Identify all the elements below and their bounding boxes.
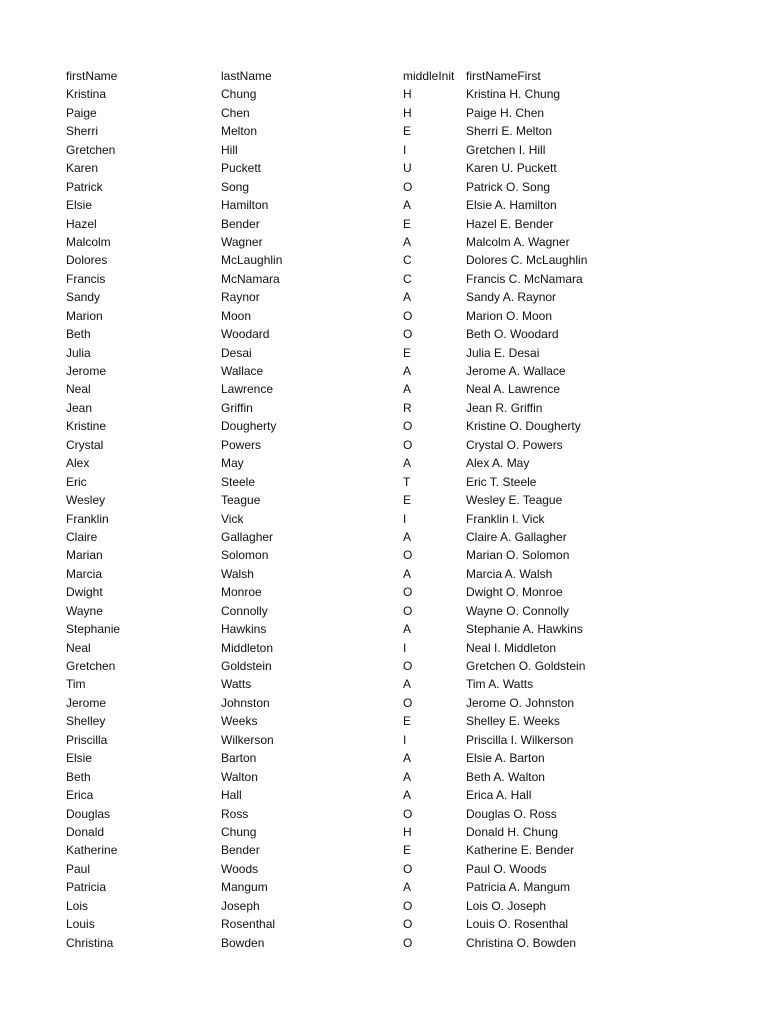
cell-firstnamefirst: Francis C. McNamara	[466, 271, 583, 286]
cell-lastname: Song	[221, 179, 250, 194]
cell-middleinit: O	[403, 935, 413, 950]
cell-middleinit: O	[403, 861, 413, 876]
cell-middleinit: E	[403, 843, 412, 858]
table-row	[0, 344, 768, 362]
cell-firstnamefirst: Marion O. Moon	[466, 308, 553, 323]
cell-firstname: Paige	[66, 105, 97, 120]
table-row	[0, 399, 768, 417]
table-row	[0, 805, 768, 823]
cell-firstnamefirst: Patrick O. Song	[466, 179, 551, 194]
table-row	[0, 473, 768, 491]
cell-firstname: Sherri	[66, 124, 99, 139]
cell-lastname: Walton	[221, 769, 258, 784]
cell-middleinit: O	[403, 308, 413, 323]
cell-middleinit: H	[403, 105, 412, 120]
table-row	[0, 454, 768, 472]
table-row	[0, 749, 768, 767]
table-row	[0, 786, 768, 804]
cell-firstname: Katherine	[66, 843, 118, 858]
cell-middleinit: O	[403, 898, 413, 913]
cell-lastname: Chung	[221, 824, 257, 839]
cell-lastname: Wilkerson	[221, 732, 274, 747]
cell-lastname: Johnston	[221, 695, 270, 710]
cell-middleinit: H	[403, 87, 412, 102]
cell-lastname: Wallace	[221, 364, 264, 378]
table-row	[0, 639, 768, 657]
cell-firstname: Elsie	[66, 198, 93, 213]
cell-lastname: Melton	[221, 124, 258, 139]
cell-firstname: Malcolm	[66, 234, 111, 249]
cell-firstnamefirst: Erica A. Hall	[466, 788, 532, 803]
cell-middleinit: O	[403, 917, 413, 932]
cell-firstname: Eric	[66, 474, 87, 489]
cell-firstnamefirst: Priscilla I. Wilkerson	[466, 732, 574, 747]
cell-lastname: Bender	[221, 843, 260, 858]
cell-lastname: Connolly	[221, 603, 268, 618]
cell-lastname: Hawkins	[221, 622, 267, 637]
cell-middleinit: A	[403, 234, 412, 249]
table-row	[0, 712, 768, 730]
cell-middleinit: A	[403, 788, 412, 803]
table-row	[0, 860, 768, 878]
cell-middleinit: I	[403, 732, 407, 747]
cell-firstname: Marion	[66, 308, 103, 323]
cell-lastname: Chung	[221, 87, 257, 102]
cell-lastname: Solomon	[221, 548, 269, 563]
table-row	[0, 104, 768, 122]
cell-firstnamefirst: Neal I. Middleton	[466, 640, 557, 655]
cell-firstnamefirst: Eric T. Steele	[466, 474, 537, 489]
cell-firstnamefirst: Elsie A. Hamilton	[466, 198, 557, 213]
cell-lastname: Ross	[221, 806, 249, 821]
table-row	[0, 915, 768, 933]
cell-firstname: Marcia	[66, 566, 103, 581]
cell-firstname: Marian	[66, 548, 103, 563]
cell-firstnamefirst: Sherri E. Melton	[466, 124, 553, 139]
cell-firstname: Kristine	[66, 419, 107, 434]
cell-firstnamefirst: Kristina H. Chung	[466, 87, 561, 102]
cell-firstname: Douglas	[66, 806, 111, 821]
cell-firstname: Paul	[66, 861, 91, 876]
header-middleinit: middleInit	[403, 69, 455, 83]
table-row	[0, 251, 768, 269]
cell-firstnamefirst: Lois O. Joseph	[466, 898, 547, 913]
cell-middleinit: A	[403, 880, 412, 895]
cell-lastname: Hall	[221, 788, 242, 803]
cell-firstnamefirst: Dwight O. Monroe	[466, 585, 563, 600]
cell-middleinit: U	[403, 161, 412, 176]
cell-firstnamefirst: Alex A. May	[466, 456, 530, 471]
table-row	[0, 307, 768, 325]
cell-middleinit: I	[403, 511, 407, 526]
cell-lastname: Puckett	[221, 161, 262, 176]
table-body	[0, 85, 768, 952]
cell-firstnamefirst: Shelley E. Weeks	[466, 714, 560, 729]
cell-firstname: Alex	[66, 456, 90, 471]
table-row	[0, 768, 768, 786]
cell-middleinit: A	[403, 529, 412, 544]
cell-firstnamefirst: Marian O. Solomon	[466, 548, 570, 563]
cell-lastname: May	[221, 456, 244, 471]
cell-firstnamefirst: Beth A. Walton	[466, 769, 545, 784]
cell-lastname: Powers	[221, 437, 262, 452]
cell-firstnamefirst: Wayne O. Connolly	[466, 603, 569, 618]
cell-firstnamefirst: Neal A. Lawrence	[466, 382, 561, 397]
cell-middleinit: A	[403, 677, 412, 692]
cell-firstname: Jerome	[66, 364, 107, 378]
cell-lastname: Raynor	[221, 290, 260, 305]
table-row	[0, 528, 768, 546]
cell-middleinit: O	[403, 695, 413, 710]
table-row	[0, 215, 768, 233]
cell-middleinit: O	[403, 437, 413, 452]
cell-firstnamefirst: Douglas O. Ross	[466, 806, 557, 821]
cell-middleinit: C	[403, 271, 412, 286]
cell-firstname: Beth	[66, 327, 91, 342]
cell-firstnamefirst: Paige H. Chen	[466, 105, 545, 120]
cell-lastname: Teague	[221, 493, 261, 508]
cell-firstname: Lois	[66, 898, 89, 913]
table-row	[0, 362, 768, 380]
table-row	[0, 491, 768, 509]
cell-lastname: Vick	[221, 511, 244, 526]
cell-firstname: Patricia	[66, 880, 107, 895]
cell-firstname: Christina	[66, 935, 114, 950]
table-row	[0, 196, 768, 214]
cell-firstname: Jerome	[66, 695, 107, 710]
table-row	[0, 325, 768, 343]
cell-firstname: Julia	[66, 345, 91, 360]
table-row	[0, 878, 768, 896]
cell-lastname: Middleton	[221, 640, 274, 655]
cell-lastname: Weeks	[221, 714, 258, 729]
table-row	[0, 934, 768, 952]
cell-firstname: Francis	[66, 271, 106, 286]
cell-firstname: Dwight	[66, 585, 103, 600]
cell-firstnamefirst: Wesley E. Teague	[466, 493, 563, 508]
cell-firstnamefirst: Karen U. Puckett	[466, 161, 557, 176]
cell-middleinit: O	[403, 603, 413, 618]
cell-middleinit: A	[403, 382, 412, 397]
cell-middleinit: E	[403, 714, 412, 729]
cell-middleinit: A	[403, 364, 412, 378]
cell-firstname: Beth	[66, 769, 91, 784]
cell-lastname: Desai	[221, 345, 252, 360]
cell-firstnamefirst: Paul O. Woods	[466, 861, 547, 876]
cell-firstnamefirst: Malcolm A. Wagner	[466, 234, 570, 249]
table-row	[0, 823, 768, 841]
cell-middleinit: I	[403, 142, 407, 157]
cell-firstnamefirst: Hazel E. Bender	[466, 216, 554, 231]
cell-lastname: Hamilton	[221, 198, 269, 213]
cell-lastname: Griffin	[221, 400, 253, 415]
cell-lastname: Bender	[221, 216, 260, 231]
table-row	[0, 270, 768, 288]
cell-middleinit: A	[403, 456, 412, 471]
cell-firstnamefirst: Julia E. Desai	[466, 345, 540, 360]
table-row	[0, 620, 768, 638]
cell-middleinit: A	[403, 290, 412, 305]
cell-middleinit: H	[403, 824, 412, 839]
cell-firstname: Wesley	[66, 493, 106, 508]
cell-firstname: Elsie	[66, 751, 93, 766]
cell-firstname: Wayne	[66, 603, 103, 618]
table-row	[0, 178, 768, 196]
cell-middleinit: C	[403, 253, 412, 268]
cell-middleinit: T	[403, 474, 411, 489]
cell-firstname: Karen	[66, 161, 99, 176]
table-row	[0, 288, 768, 306]
cell-firstname: Sandy	[66, 290, 101, 305]
cell-middleinit: O	[403, 806, 413, 821]
cell-middleinit: O	[403, 548, 413, 563]
cell-lastname: Moon	[221, 308, 252, 323]
cell-firstnamefirst: Jerome A. Wallace	[466, 364, 566, 378]
table-row	[0, 602, 768, 620]
cell-middleinit: O	[403, 327, 413, 342]
cell-firstname: Neal	[66, 640, 91, 655]
table-row	[0, 694, 768, 712]
cell-lastname: Barton	[221, 751, 257, 766]
cell-lastname: Hill	[221, 142, 238, 157]
table-row	[0, 657, 768, 675]
table-row	[0, 510, 768, 528]
cell-firstnamefirst: Franklin I. Vick	[466, 511, 545, 526]
cell-firstnamefirst: Jerome O. Johnston	[466, 695, 575, 710]
cell-middleinit: E	[403, 345, 412, 360]
header-firstname: firstName	[66, 69, 118, 83]
cell-lastname: McLaughlin	[221, 253, 283, 268]
cell-middleinit: A	[403, 622, 412, 637]
cell-firstnamefirst: Dolores C. McLaughlin	[466, 253, 588, 268]
cell-firstname: Franklin	[66, 511, 109, 526]
cell-middleinit: A	[403, 751, 412, 766]
cell-lastname: Bowden	[221, 935, 265, 950]
table-row	[0, 436, 768, 454]
table-row	[0, 897, 768, 915]
cell-firstname: Louis	[66, 917, 95, 932]
names-table	[0, 67, 768, 952]
cell-middleinit: O	[403, 659, 413, 673]
cell-lastname: Dougherty	[221, 419, 277, 434]
cell-lastname: Woodard	[221, 327, 270, 342]
table-row	[0, 159, 768, 177]
cell-firstnamefirst: Claire A. Gallagher	[466, 529, 567, 544]
cell-lastname: Rosenthal	[221, 917, 276, 932]
cell-lastname: Woods	[221, 861, 259, 876]
cell-firstname: Gretchen	[66, 659, 116, 673]
table-row	[0, 565, 768, 583]
cell-lastname: Gallagher	[221, 529, 274, 544]
cell-lastname: Steele	[221, 474, 256, 489]
cell-firstnamefirst: Kristine O. Dougherty	[466, 419, 581, 434]
cell-lastname: Watts	[221, 677, 252, 692]
cell-firstnamefirst: Christina O. Bowden	[466, 935, 577, 950]
cell-lastname: Monroe	[221, 585, 262, 600]
cell-firstname: Shelley	[66, 714, 106, 729]
cell-firstnamefirst: Donald H. Chung	[466, 824, 559, 839]
cell-firstname: Gretchen	[66, 142, 116, 157]
cell-firstname: Erica	[66, 788, 94, 803]
cell-firstname: Priscilla	[66, 732, 108, 747]
table-row	[0, 583, 768, 601]
cell-firstname: Jean	[66, 400, 93, 415]
cell-firstnamefirst: Gretchen O. Goldstein	[466, 659, 586, 673]
cell-firstnamefirst: Sandy A. Raynor	[466, 290, 557, 305]
table-row	[0, 546, 768, 564]
cell-middleinit: O	[403, 585, 413, 600]
cell-firstnamefirst: Elsie A. Barton	[466, 751, 545, 766]
cell-firstname: Donald	[66, 824, 105, 839]
table-row	[0, 417, 768, 435]
cell-firstnamefirst: Marcia A. Walsh	[466, 566, 553, 581]
cell-firstname: Hazel	[66, 216, 97, 231]
table-header-row	[0, 67, 768, 85]
cell-firstnamefirst: Tim A. Watts	[466, 677, 534, 692]
table-row	[0, 233, 768, 251]
cell-lastname: McNamara	[221, 271, 280, 286]
cell-middleinit: A	[403, 566, 412, 581]
cell-firstname: Crystal	[66, 437, 104, 452]
cell-firstname: Patrick	[66, 179, 103, 194]
cell-firstname: Neal	[66, 382, 91, 397]
cell-middleinit: O	[403, 419, 413, 434]
table-row	[0, 122, 768, 140]
cell-middleinit: O	[403, 179, 413, 194]
cell-firstname: Claire	[66, 529, 98, 544]
cell-middleinit: A	[403, 198, 412, 213]
cell-middleinit: I	[403, 640, 407, 655]
cell-lastname: Lawrence	[221, 382, 274, 397]
cell-middleinit: A	[403, 769, 412, 784]
cell-lastname: Joseph	[221, 898, 260, 913]
cell-lastname: Wagner	[221, 234, 263, 249]
cell-firstnamefirst: Crystal O. Powers	[466, 437, 563, 452]
table-row	[0, 141, 768, 159]
cell-lastname: Walsh	[221, 566, 254, 581]
cell-firstnamefirst: Katherine E. Bender	[466, 843, 575, 858]
cell-firstname: Stephanie	[66, 622, 121, 637]
cell-firstname: Tim	[66, 677, 86, 692]
cell-firstnamefirst: Patricia A. Mangum	[466, 880, 571, 895]
table-row	[0, 85, 768, 103]
table-row	[0, 380, 768, 398]
cell-lastname: Mangum	[221, 880, 268, 895]
cell-lastname: Chen	[221, 105, 250, 120]
cell-firstname: Kristina	[66, 87, 107, 102]
cell-firstnamefirst: Louis O. Rosenthal	[466, 917, 569, 932]
cell-firstname: Dolores	[66, 253, 108, 268]
cell-firstnamefirst: Gretchen I. Hill	[466, 142, 546, 157]
cell-firstnamefirst: Jean R. Griffin	[466, 400, 543, 415]
cell-middleinit: E	[403, 124, 412, 139]
cell-middleinit: R	[403, 400, 412, 415]
cell-firstnamefirst: Beth O. Woodard	[466, 327, 559, 342]
table-row	[0, 841, 768, 859]
header-lastname: lastName	[221, 69, 272, 83]
table-row	[0, 731, 768, 749]
cell-middleinit: E	[403, 216, 412, 231]
table-row	[0, 675, 768, 693]
cell-middleinit: E	[403, 493, 412, 508]
cell-firstnamefirst: Stephanie A. Hawkins	[466, 622, 583, 637]
cell-lastname: Goldstein	[221, 659, 272, 673]
header-firstnamefirst: firstNameFirst	[466, 69, 541, 83]
